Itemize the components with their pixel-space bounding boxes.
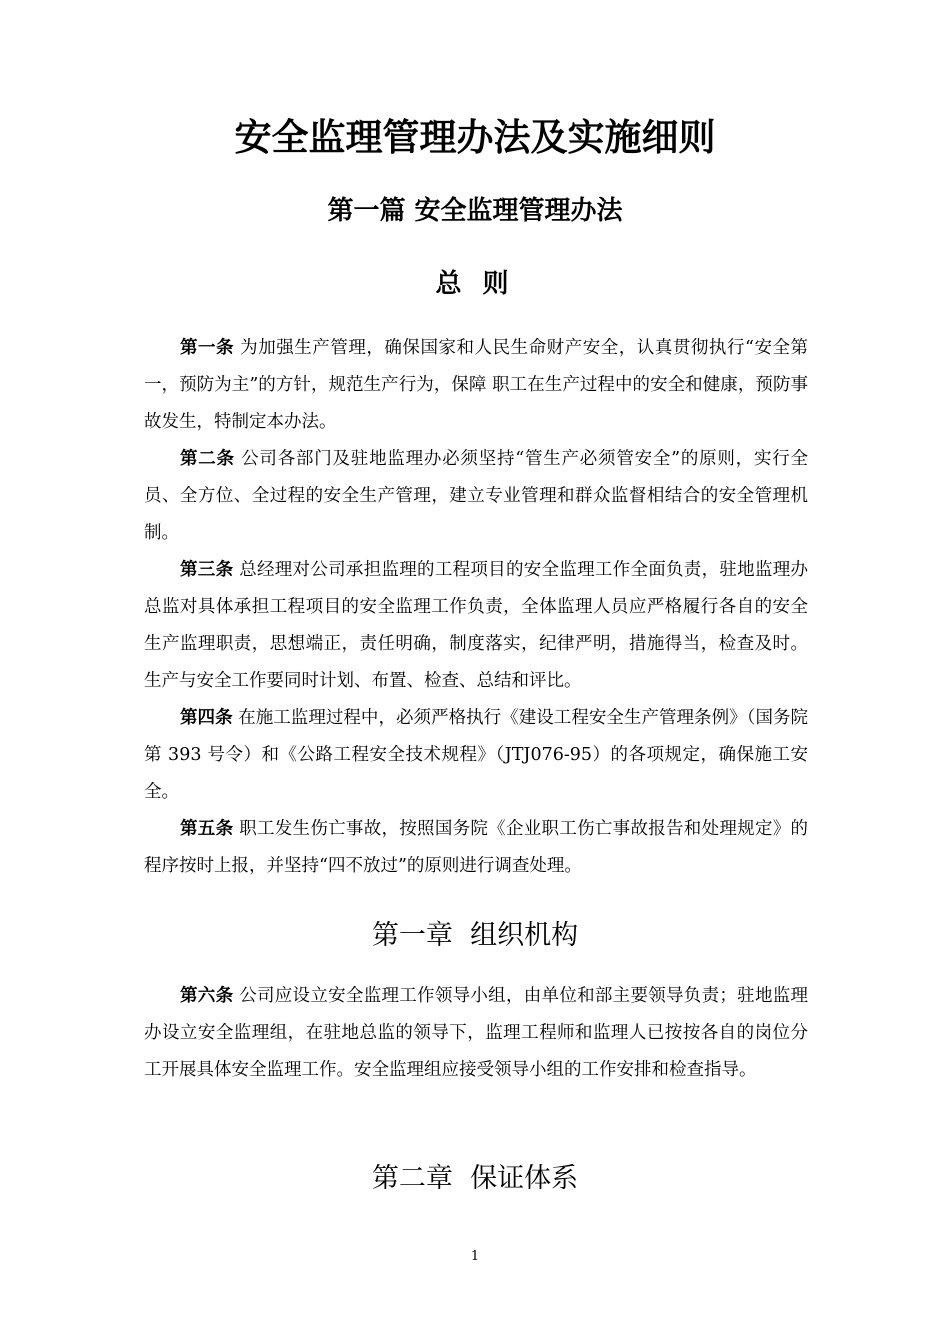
article-1	[144, 330, 808, 441]
article-1-text: 为加强生产管理，确保国家和人民生命财产安全，认真贯彻执行“安全第一，预防为主”的方针，规范生产行为，保障 职工在生产过程中的安全和健康，预防事故发生，特制定本办法。	[144, 338, 809, 432]
chapter-2-title: 第二章 保证体系	[371, 1163, 579, 1194]
article-4	[144, 700, 808, 811]
article-5	[144, 811, 808, 885]
article-2-label: 第二条	[180, 449, 235, 469]
article-6	[144, 978, 808, 1089]
article-2-text: 公司各部门及驻地监理办必须坚持“管生产必须管安全”的原则，实行全员、全方位、全过程的安全生产管理，建立专业管理和群众监督相结合的安全管理机制。	[144, 449, 808, 543]
article-5-label: 第五条	[180, 819, 234, 839]
article-4-text: 在施工监理过程中，必须严格执行《建设工程安全生产管理条例》（国务院第 393 号令）和《公路工程安全技术规程》（JTJ076-95）的各项规定，确保施工安全。	[144, 708, 809, 802]
document-title: 安全监理管理办法及实施细则	[234, 115, 716, 159]
chapter-1-title: 第一章 组织机构	[371, 920, 579, 951]
page-number: 1	[470, 1249, 480, 1264]
article-4-label: 第四条	[180, 708, 233, 728]
article-2	[144, 441, 808, 552]
article-3-label: 第三条	[180, 560, 234, 580]
article-3-text: 总经理对公司承担监理的工程项目的安全监理工作全面负责，驻地监理办总监对具体承担工程项目的安全监理工作负责，全体监理人员应严格履行各自的安全生产监理职责，思想端正，责任明确，制度落实，纪律严明，措施得当，检查及时。生产与安全工作要同时计划、布置、检查、总结和评比。	[144, 560, 809, 691]
article-6-text: 公司应设立安全监理工作领导小组，由单位和部主要领导负责；驻地监理办设立安全监理组，在驻地总监的领导下，监理工程师和监理人已按按各自的岗位分工开展具体安全监理工作。安全监理组应接受领导小组的工作安排和检查指导。	[144, 986, 809, 1080]
article-1-label: 第一条	[180, 338, 235, 358]
article-6-label: 第六条	[180, 986, 234, 1006]
part-title: 第一篇 安全监理管理办法	[327, 196, 623, 226]
section-title: 总 则	[435, 269, 515, 299]
article-5-text: 职工发生伤亡事故，按照国务院《企业职工伤亡事故报告和处理规定》的程序按时上报，并坚持“四不放过”的原则进行调查处理。	[144, 819, 809, 876]
article-3	[144, 552, 808, 700]
